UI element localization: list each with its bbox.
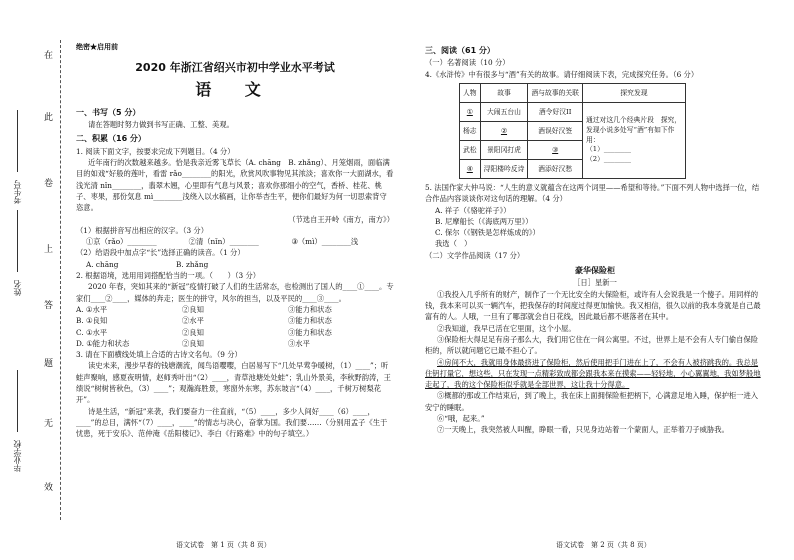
sub-section-heading: （一）名著阅读（10 分） <box>425 58 510 68</box>
question-stem: 5. 法国作家大仲马说：“人生的意义就蕴含在这两个词里——希望和等待。”下面不列人物中选择一位，结合作品内容谈谈你对这句话的理解。（4 分） <box>425 182 760 204</box>
choice-options <box>76 304 394 349</box>
answer-choice-line: 我选（ ） <box>435 239 472 249</box>
question-stem: 2. 根据语境，选用用词搭配恰当的一项。（ ）（3 分） <box>76 271 261 281</box>
story-paragraph: ⑤概都的那或工作结束后，到了晚上，我在床上面拥保险柜把柄下，心满意足地入睡，保护柜一进入安宁的睡眠。 <box>425 391 759 412</box>
choice-option: C. ①水平 ②良知 ③能力和状态 <box>76 327 332 337</box>
reading-passage: 2020 年春，突如其来的“新冠”疫情打破了人们的生活常态，也检测出了国人的____①____。专家们____②____，媒体的奔走；医生的拼守，风尔的担当，以及平民的____③____。 <box>76 282 394 303</box>
column-header: 酒与故事的关联 <box>528 83 583 102</box>
table-header-row <box>460 83 686 102</box>
column-header: 故事 <box>480 83 528 102</box>
page-1 <box>76 42 394 439</box>
section-heading: 三、阅读（61 分） <box>425 46 495 55</box>
confidential-mark: 绝密★启用前 <box>76 42 118 51</box>
school-line <box>17 370 18 432</box>
table-cell: 酒令好汉II <box>528 102 583 121</box>
sub-question: （1）根据拼音写出相应的汉字。（3 分） <box>76 225 209 235</box>
question-stem: 1. 阅读下面文字，按要求完成下列题目。（4 分） <box>76 146 235 156</box>
school-label: 毕业学校 <box>13 440 22 472</box>
choice-option: C. 保尔（《钢铁是怎样炼成的》） <box>435 228 540 238</box>
story-paragraph: ③保险柜大得足足有房子那么大，我们用它住在一间公寓里。不过，世界上是不会有人专门偷自保险柜的，所以就问题它已最不担心了。 <box>425 334 759 356</box>
table-cell: 武松 <box>460 140 481 159</box>
blank-item: ③（mì）________浅 <box>291 237 359 247</box>
choice-option: B. ①良知 ②水平 ③能力和状态 <box>76 316 332 326</box>
table-cell: ① <box>460 102 481 121</box>
source-note: （节选自王开岭《南方，南方》） <box>288 214 394 224</box>
subject-title: 语 文 <box>195 79 275 99</box>
section-heading: 一、书写（5 分） <box>76 107 141 117</box>
exam-title: 2020 年浙江省绍兴市初中学业水平考试 <box>135 60 335 74</box>
exam-number-line <box>17 110 18 172</box>
table-cell: 景阳冈打虎 <box>480 140 528 159</box>
choice-options <box>76 259 266 270</box>
margin-char: 上 <box>44 245 54 255</box>
choice-option: D. ①能力和状态 ②良知 ③水平 <box>76 338 310 348</box>
novel-table <box>459 83 686 179</box>
discovery-cell <box>582 102 685 178</box>
table-row <box>460 102 686 121</box>
binding-margin <box>0 0 60 560</box>
discovery-blank: （1）________ <box>585 145 632 154</box>
column-header: 探究发现 <box>582 83 685 102</box>
blank-item: ②清（nǐn）________ <box>188 237 259 247</box>
margin-char: 卷 <box>44 179 54 189</box>
sub-question: （2）给语段中加点字“长”选择正确的读音。（1 分） <box>76 248 245 258</box>
story-paragraph: ④房间不大，我就用身体最挤进了保险柜，然后使用把手门进在上了，不会有人被挤跳我的。我总是住钥打量它，想这些，只在发现一点精彩致成都会跟我本来在摸索——轻轻地，小心翼翼地，我如梦般地走起了，我的这个保险柜似乎就是全部世界，这让我十分得意。 <box>425 357 761 390</box>
reading-passage: 近年南行的次数越来越多。恰是我亲近雾飞草长（A. chāng B. zhǎng）、月笼烟雨，面临满目的如戏“好般的莲叶，看雷 rǎo________的阳光，欣赏风吹事物见其浓淡；喜欢你一大面湖水，看浅光清 nǐn________，翡翠木翘，心里即有气息与风景；喜欢你那细小的空气，香桥、桂花、桃子、枣果，那份気息 mì________浅绕入以水稿画，让你举杏生平，便你们最好为何一切思索背守恣意。 <box>76 158 394 213</box>
blank-item: ①京（rǎo）________ <box>86 237 157 247</box>
name-label: 姓名 <box>13 280 22 296</box>
margin-char: 效 <box>44 483 54 493</box>
instruction-text: 请在答题时努力做到书写正确、工整、美观。 <box>88 120 234 130</box>
reading-passage: 诗是生活，“新冠”来袭，我们要奋力一往直前，“（5）____，多少人间好____（6）____，____”的总目，满怀“（7）____，____”的情志与决心，奋掌为国。我们要……（分别用孟子《生于忧患，死于安乐》、范仲淹《岳阳楼记》、李白《行路难》中的句子填空。） <box>76 406 388 439</box>
choice-option: B. zhǎng <box>176 259 209 269</box>
name-line <box>17 210 18 272</box>
table-cell: 浔阳楼吟反诗 <box>480 159 528 178</box>
section-heading: 二、积累（16 分） <box>76 134 146 144</box>
answer-blanks <box>76 236 394 247</box>
story-paragraph: ①我投入几乎所有的财产，制作了一个无比安全的大保险柜，或许有人会说我是一个傻子。用同样的钱，我本来可以买一辆汽车，把我保存的时间度过得更加愉快。我又相信，很久以前的我本身就是自己最富有的人。人哦，一旦有了哪部就会自日花线，因此最后都不堪落者在其中。 <box>425 289 761 322</box>
choice-option: A. 祥子（《骆驼祥子》） <box>435 205 511 215</box>
cut-line <box>60 40 61 520</box>
choice-option: B. 尼摩船长（《海底两万里》） <box>435 216 533 226</box>
margin-char: 无 <box>44 419 54 429</box>
story-paragraph: ⑥“哦，起来。” <box>437 414 485 424</box>
page-footer: 语文试卷 第 1 页（共 8 页） <box>176 541 271 549</box>
margin-char: 答 <box>44 301 54 311</box>
story-paragraph: ②我知道，我早已活在它里面，这个小屋。 <box>437 323 576 333</box>
page-footer: 语文试卷 第 2 页（共 8 页） <box>556 541 651 549</box>
story-paragraph: ⑦一天晚上，我突然被人叫醒，睁眼一看，只见身边站着一个蒙面人，正举着刀子威胁我。 <box>437 425 729 435</box>
column-header: 人物 <box>460 83 481 102</box>
discovery-text: 通过对这几个经典片段 探究，发现小说多处写“酒”有如下作用： <box>585 115 682 144</box>
margin-char: 在 <box>44 51 54 61</box>
question-stem: 4.《水浒传》中有很多与“酒”有关的故事。请仔细阅读下表，完成探究任务。（6 分） <box>425 69 699 79</box>
table-cell: ③ <box>528 140 583 159</box>
sub-section-heading: （二）文学作品阅读（17 分） <box>425 250 525 260</box>
table-cell: 酒误好汉签 <box>528 121 583 140</box>
table-cell: 大闹五台山 <box>480 102 528 121</box>
discovery-blank: （2）________ <box>585 155 632 164</box>
table-cell: 杨志 <box>460 121 481 140</box>
table-cell: 酒添好汉愁 <box>528 159 583 178</box>
margin-char: 此 <box>44 113 54 123</box>
choice-option: A. ①水平 ②良知 ③能力和状态 <box>76 304 332 314</box>
question-stem: 3. 请在下面横线处填上合适的古诗文名句。（9 分） <box>76 350 242 360</box>
exam-number-label: 考生号 <box>13 180 22 204</box>
margin-char: 题 <box>44 359 54 369</box>
table-cell: ④ <box>460 159 481 178</box>
story-title: 豪华保险柜 <box>575 266 615 276</box>
choice-option: A. chāng <box>86 259 119 269</box>
page-2 <box>425 42 765 436</box>
reading-passage: 读史未来，漫步早春的钱塘潮流，闻鸟语嘤嘤，白居易写下“几处早莺争暖树，（1）____”；听蛙声聚响，感夏夜明情，赵师秀叶出“（2）____，青草池塘处处蛙”；乳山外景美，李秋野韵涛，王绩说“树树皆秋色，（3）____”；观瀚海胜景，寒窗外东寒，苏东坡言“（4）____，千树万树梨花开”。 <box>76 361 391 405</box>
story-author: ［日］星新一 <box>573 278 617 288</box>
table-cell: ② <box>480 121 528 140</box>
